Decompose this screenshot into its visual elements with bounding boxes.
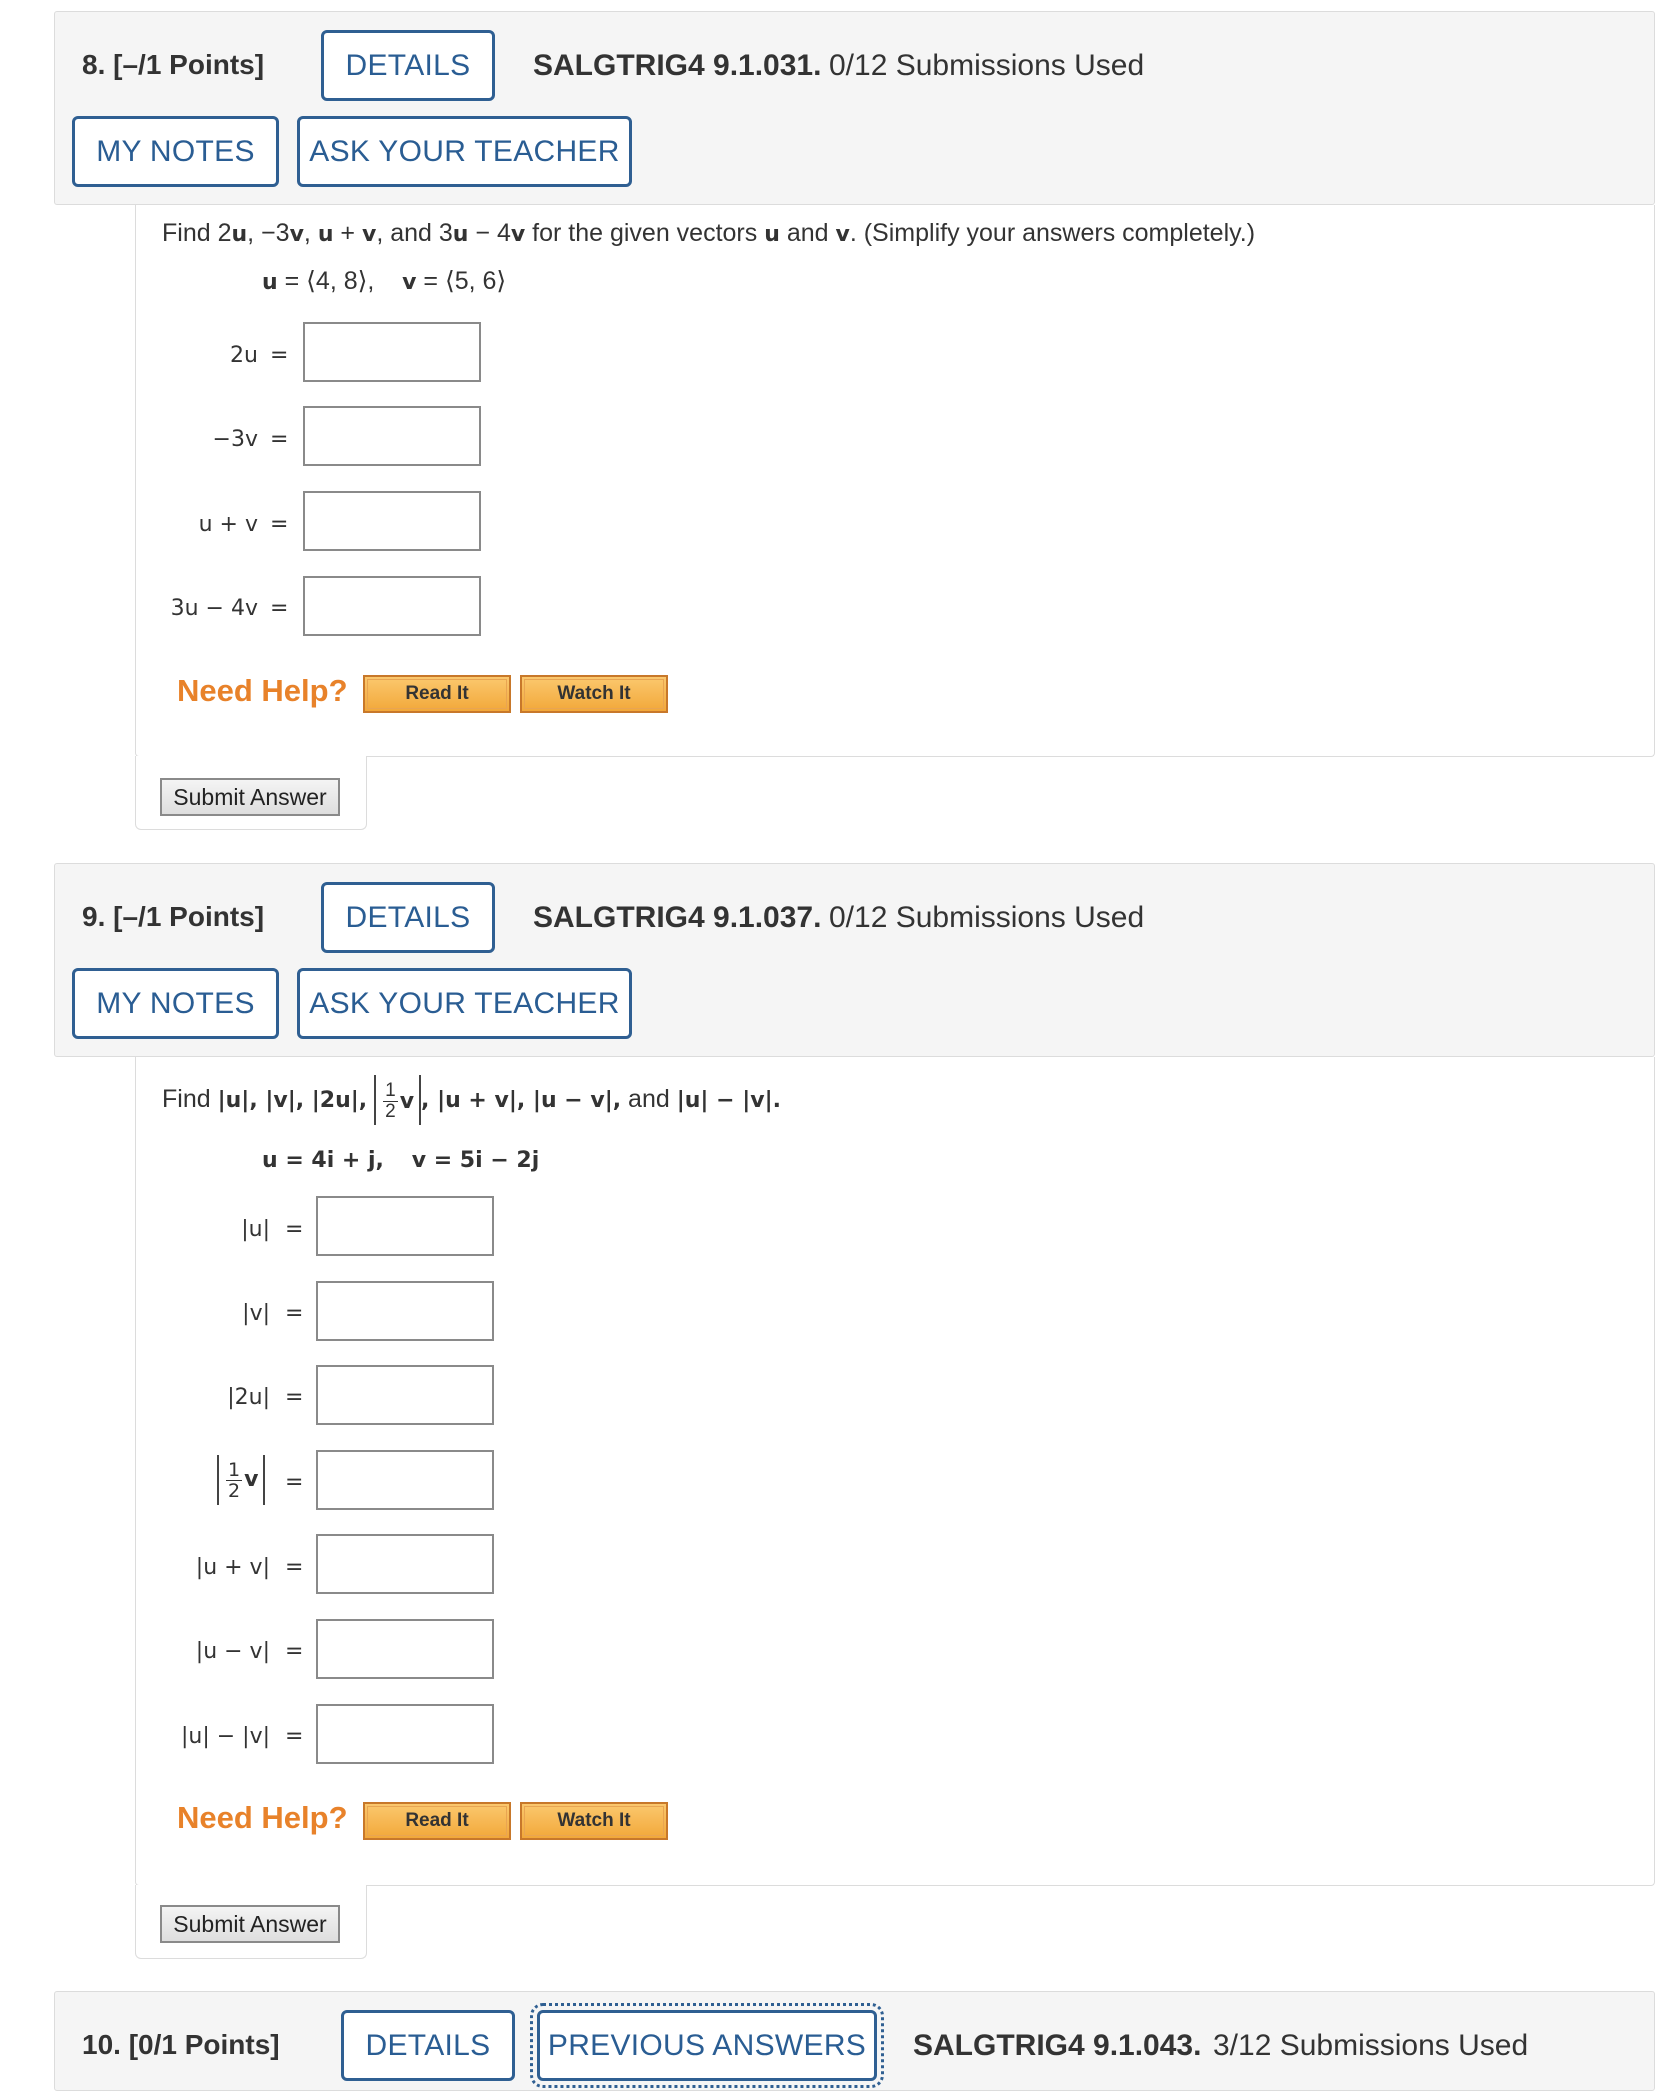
question-9-header: [54, 863, 1655, 1057]
assignment-code: SALGTRIG4 9.1.043.: [913, 2029, 1202, 2062]
answer-input[interactable]: [316, 1281, 494, 1341]
ask-your-teacher-button[interactable]: ASK YOUR TEACHER: [297, 968, 632, 1039]
equals-sign: =: [270, 343, 289, 368]
details-button[interactable]: DETAILS: [321, 30, 495, 101]
read-it-button[interactable]: Read It: [363, 675, 511, 713]
submit-answer-button[interactable]: Submit Answer: [160, 1905, 340, 1943]
answer-label: |u − v|: [195, 1639, 270, 1664]
my-notes-button[interactable]: MY NOTES: [72, 116, 279, 187]
equals-sign: =: [270, 427, 289, 452]
equals-sign: =: [285, 1639, 304, 1664]
question-number: 9. [–/1 Points]: [82, 901, 265, 932]
equals-sign: =: [285, 1217, 304, 1242]
question-number: 8. [–/1 Points]: [82, 49, 265, 80]
watch-it-button[interactable]: Watch It: [520, 675, 668, 713]
submit-answer-button[interactable]: Submit Answer: [160, 778, 340, 816]
assignment-code: SALGTRIG4 9.1.031.: [533, 49, 822, 82]
answer-label: 2u: [230, 343, 258, 368]
answer-input[interactable]: [303, 322, 481, 382]
need-help-label: Need Help?: [177, 673, 348, 708]
submissions-used: 0/12 Submissions Used: [829, 49, 1145, 82]
details-button[interactable]: DETAILS: [321, 882, 495, 953]
question-prompt: Find 2u, −3v, u + v, and 3u − 4v for the given vectors u and v. (Simplify your answers completely.): [162, 219, 1256, 247]
need-help-label: Need Help?: [177, 1800, 348, 1835]
equals-sign: =: [285, 1724, 304, 1749]
my-notes-button[interactable]: MY NOTES: [72, 968, 279, 1039]
answer-label: $\frac{1}{2}$ v: [217, 1452, 265, 1508]
answer-label: |u| − |v|: [180, 1724, 270, 1749]
question-number: 10. [0/1 Points]: [82, 2029, 280, 2060]
given-vectors: u = 4i + j, v = 5i − 2j: [262, 1148, 540, 1173]
answer-input[interactable]: [316, 1704, 494, 1764]
answer-label: |v|: [242, 1301, 270, 1326]
answer-label: 3u − 4v: [170, 596, 258, 621]
equals-sign: =: [270, 512, 289, 537]
answer-label: −3v: [212, 427, 258, 452]
equals-sign: =: [285, 1301, 304, 1326]
answer-input[interactable]: [316, 1196, 494, 1256]
submissions-used: 0/12 Submissions Used: [829, 901, 1145, 934]
question-prompt: Find |u|, |v|, |2u|, $\frac{1}{2}$ v , |u + v|, |u − v|, and |u| − |v|.: [162, 1072, 781, 1126]
details-button[interactable]: DETAILS: [341, 2010, 515, 2081]
submissions-used: 3/12 Submissions Used: [1213, 2029, 1529, 2062]
answer-input[interactable]: [316, 1365, 494, 1425]
question-8-header: [54, 11, 1655, 205]
answer-label: |u|: [241, 1217, 270, 1242]
equals-sign: =: [285, 1470, 304, 1495]
watch-it-button[interactable]: Watch It: [520, 1802, 668, 1840]
equals-sign: =: [285, 1555, 304, 1580]
answer-label: u + v: [198, 512, 258, 537]
answer-input[interactable]: [303, 406, 481, 466]
given-vectors: u = ⟨4, 8⟩, v = ⟨5, 6⟩: [262, 267, 507, 295]
answer-label: |u + v|: [195, 1555, 270, 1580]
ask-your-teacher-button[interactable]: ASK YOUR TEACHER: [297, 116, 632, 187]
answer-input[interactable]: [303, 491, 481, 551]
previous-answers-button[interactable]: PREVIOUS ANSWERS: [537, 2010, 877, 2081]
answer-input[interactable]: [316, 1619, 494, 1679]
half-v-magnitude: $\frac{1}{2}$ v: [374, 1075, 421, 1125]
equals-sign: =: [285, 1385, 304, 1410]
question-10-header: [54, 1991, 1655, 2091]
read-it-button[interactable]: Read It: [363, 1802, 511, 1840]
answer-input[interactable]: [303, 576, 481, 636]
answer-label: |2u|: [227, 1385, 270, 1410]
equals-sign: =: [270, 596, 289, 621]
answer-input[interactable]: [316, 1534, 494, 1594]
assignment-code: SALGTRIG4 9.1.037.: [533, 901, 822, 934]
answer-input[interactable]: [316, 1450, 494, 1510]
